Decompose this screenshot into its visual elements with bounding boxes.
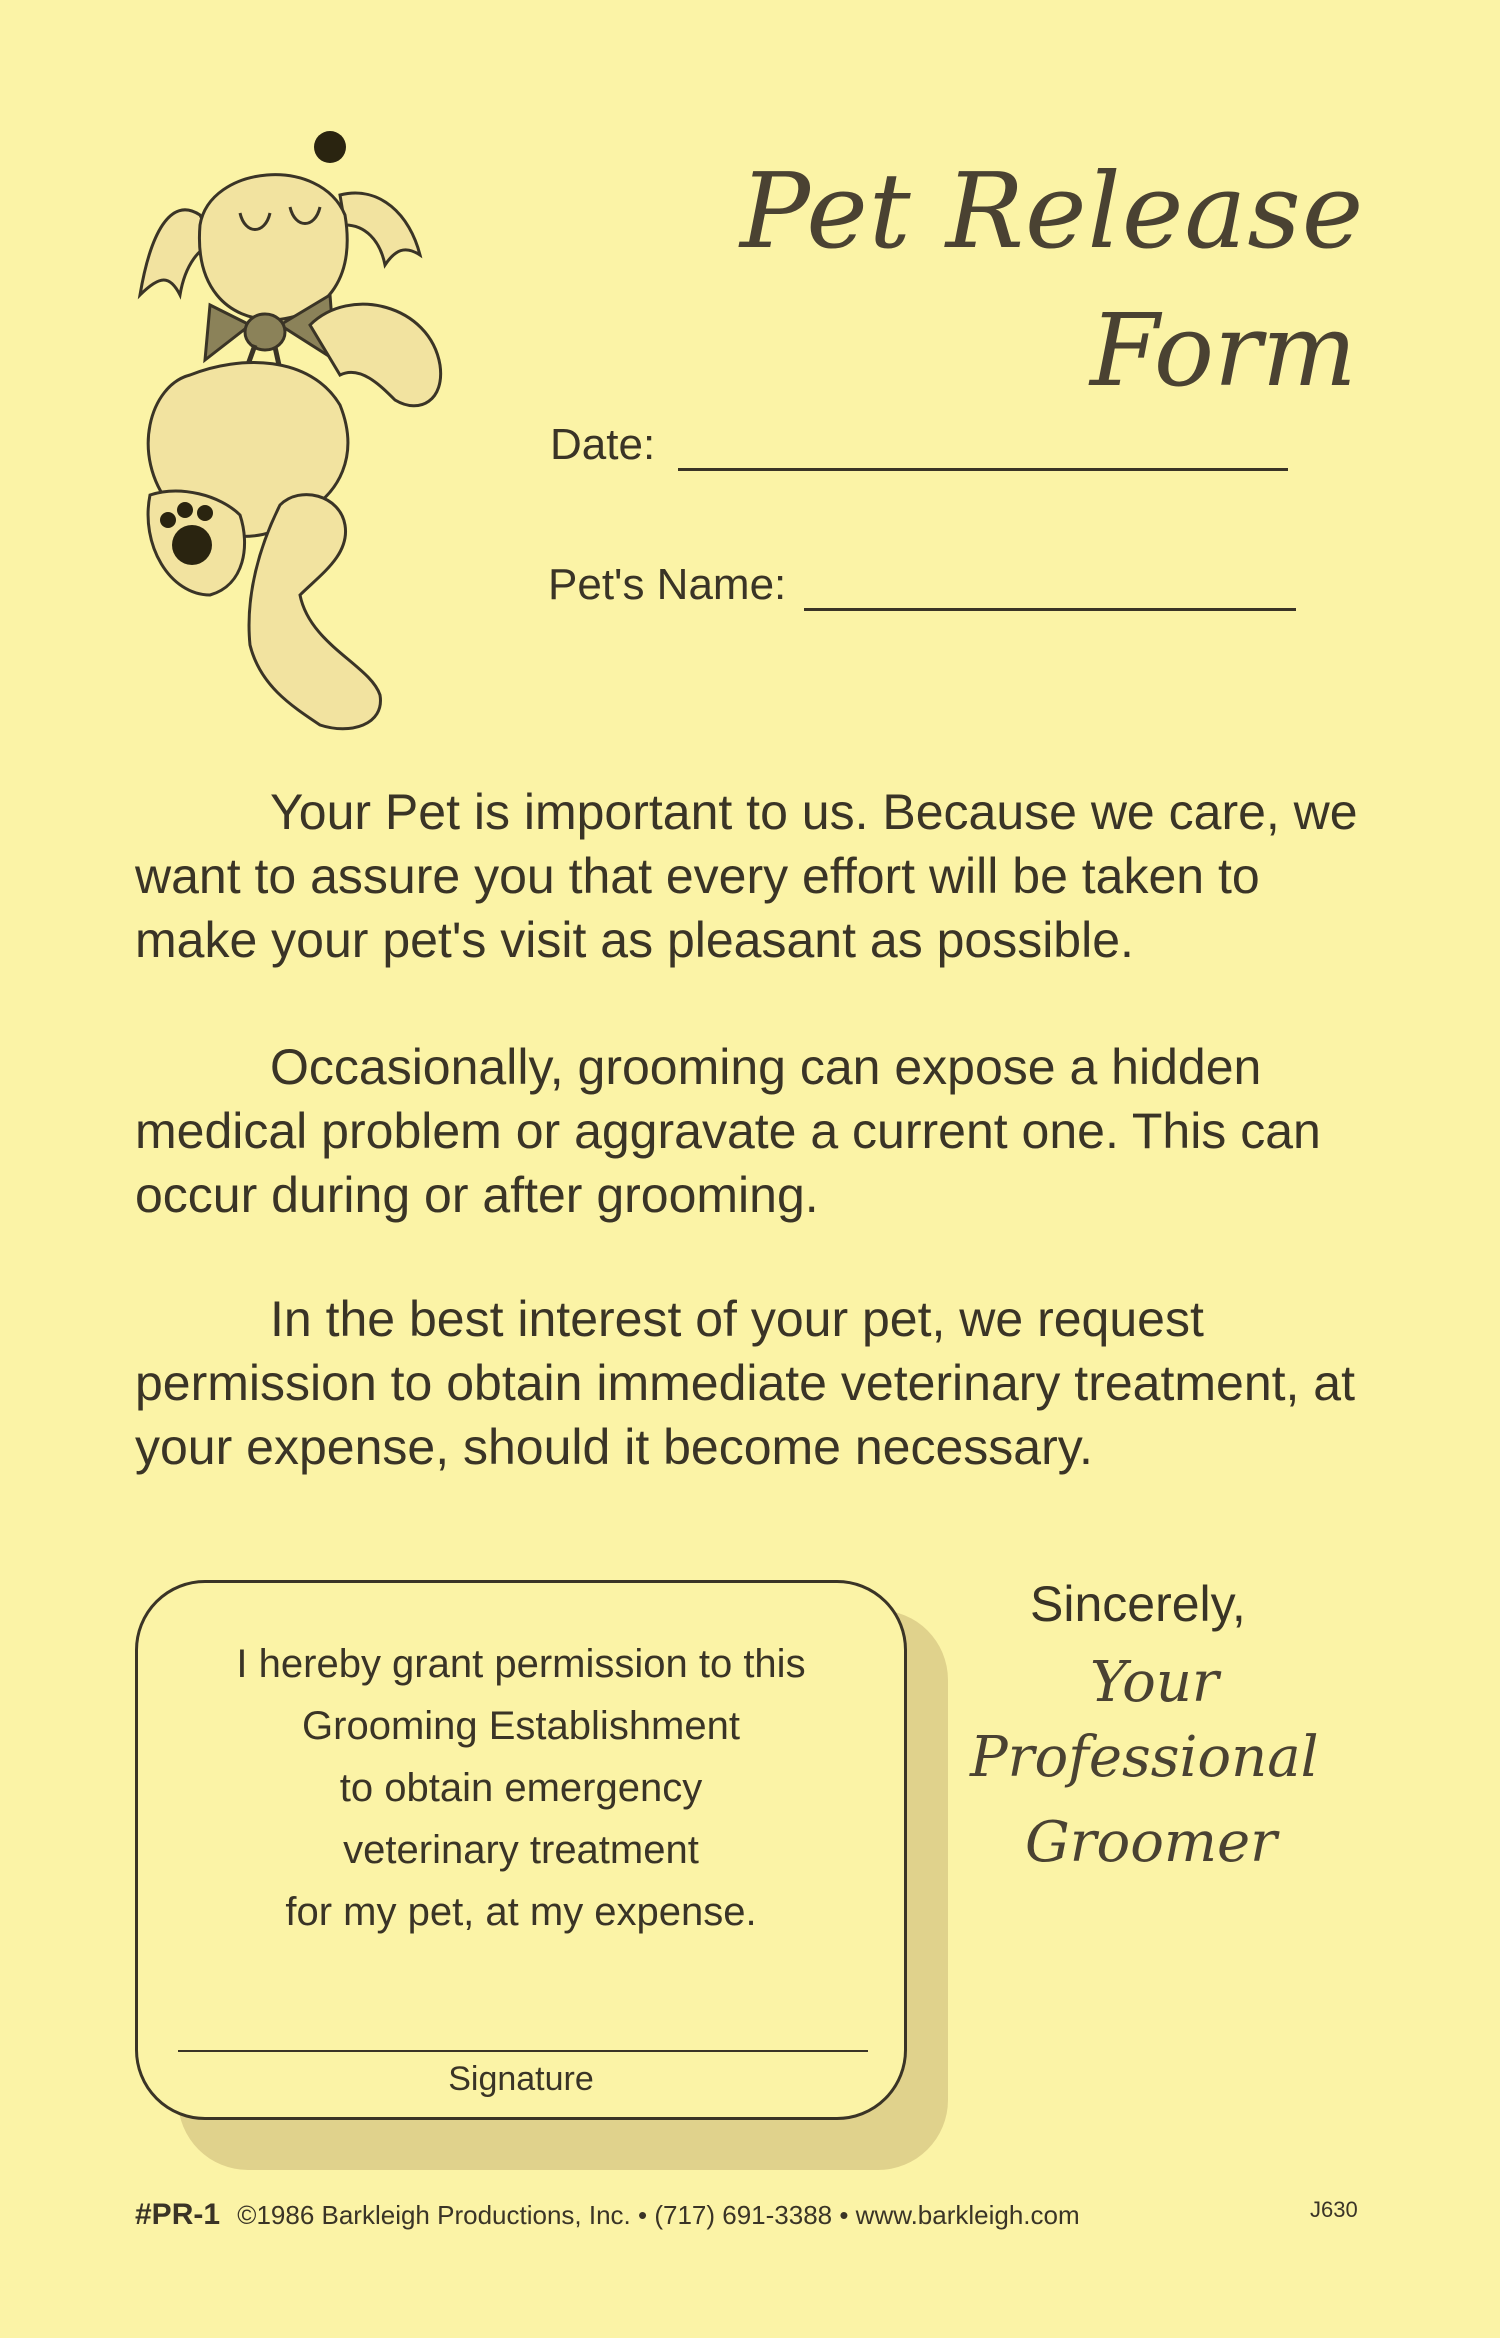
footer: [135, 2198, 1080, 2232]
dog-nose: [314, 131, 346, 163]
pet-name-label: Pet's Name:: [548, 560, 787, 609]
date-field[interactable]: [550, 420, 655, 470]
closing-script-professional: Professional: [970, 1725, 1319, 1790]
consent-text: I hereby grant permission to this Grooming Establishment to obtain emergency veterinary treatment for my pet, at my expense.: [236, 1642, 806, 1934]
paragraph-3: In the best interest of your pet, we request permission to obtain immediate veterinary treatment, at your expense, should it become necessary.: [135, 1291, 1355, 1475]
job-code: J630: [1310, 2197, 1358, 2222]
paragraph-1: Your Pet is important to us. Because we care, we want to assure you that every effort will be taken to make your pet's visit as pleasant as possible.: [135, 784, 1358, 968]
copyright-text: ©1986 Barkleigh Productions, Inc. • (717) 691-3388 • www.barkleigh.com: [237, 2200, 1080, 2230]
closing-script-your: Your: [1090, 1650, 1219, 1715]
closing-script-groomer: Groomer: [1025, 1810, 1277, 1875]
pet-name-field[interactable]: [548, 560, 786, 610]
paw-print: [172, 525, 212, 565]
date-line[interactable]: [678, 468, 1288, 471]
pet-name-line[interactable]: [804, 608, 1296, 611]
signature-label: Signature: [448, 2060, 594, 2098]
paragraph-2: Occasionally, grooming can expose a hidden medical problem or aggravate a current one. This can occur during or after grooming.: [135, 1039, 1321, 1223]
date-label: Date:: [550, 420, 656, 469]
form-title-form: Form: [1090, 292, 1357, 409]
closing-salutation: Sincerely,: [1030, 1576, 1246, 1632]
dog-illustration: [130, 125, 550, 745]
signature-line[interactable]: [178, 2050, 868, 2052]
consent-box: [135, 1580, 907, 2120]
form-code: #PR-1: [135, 2198, 221, 2231]
form-title: Pet Release: [740, 150, 1365, 272]
